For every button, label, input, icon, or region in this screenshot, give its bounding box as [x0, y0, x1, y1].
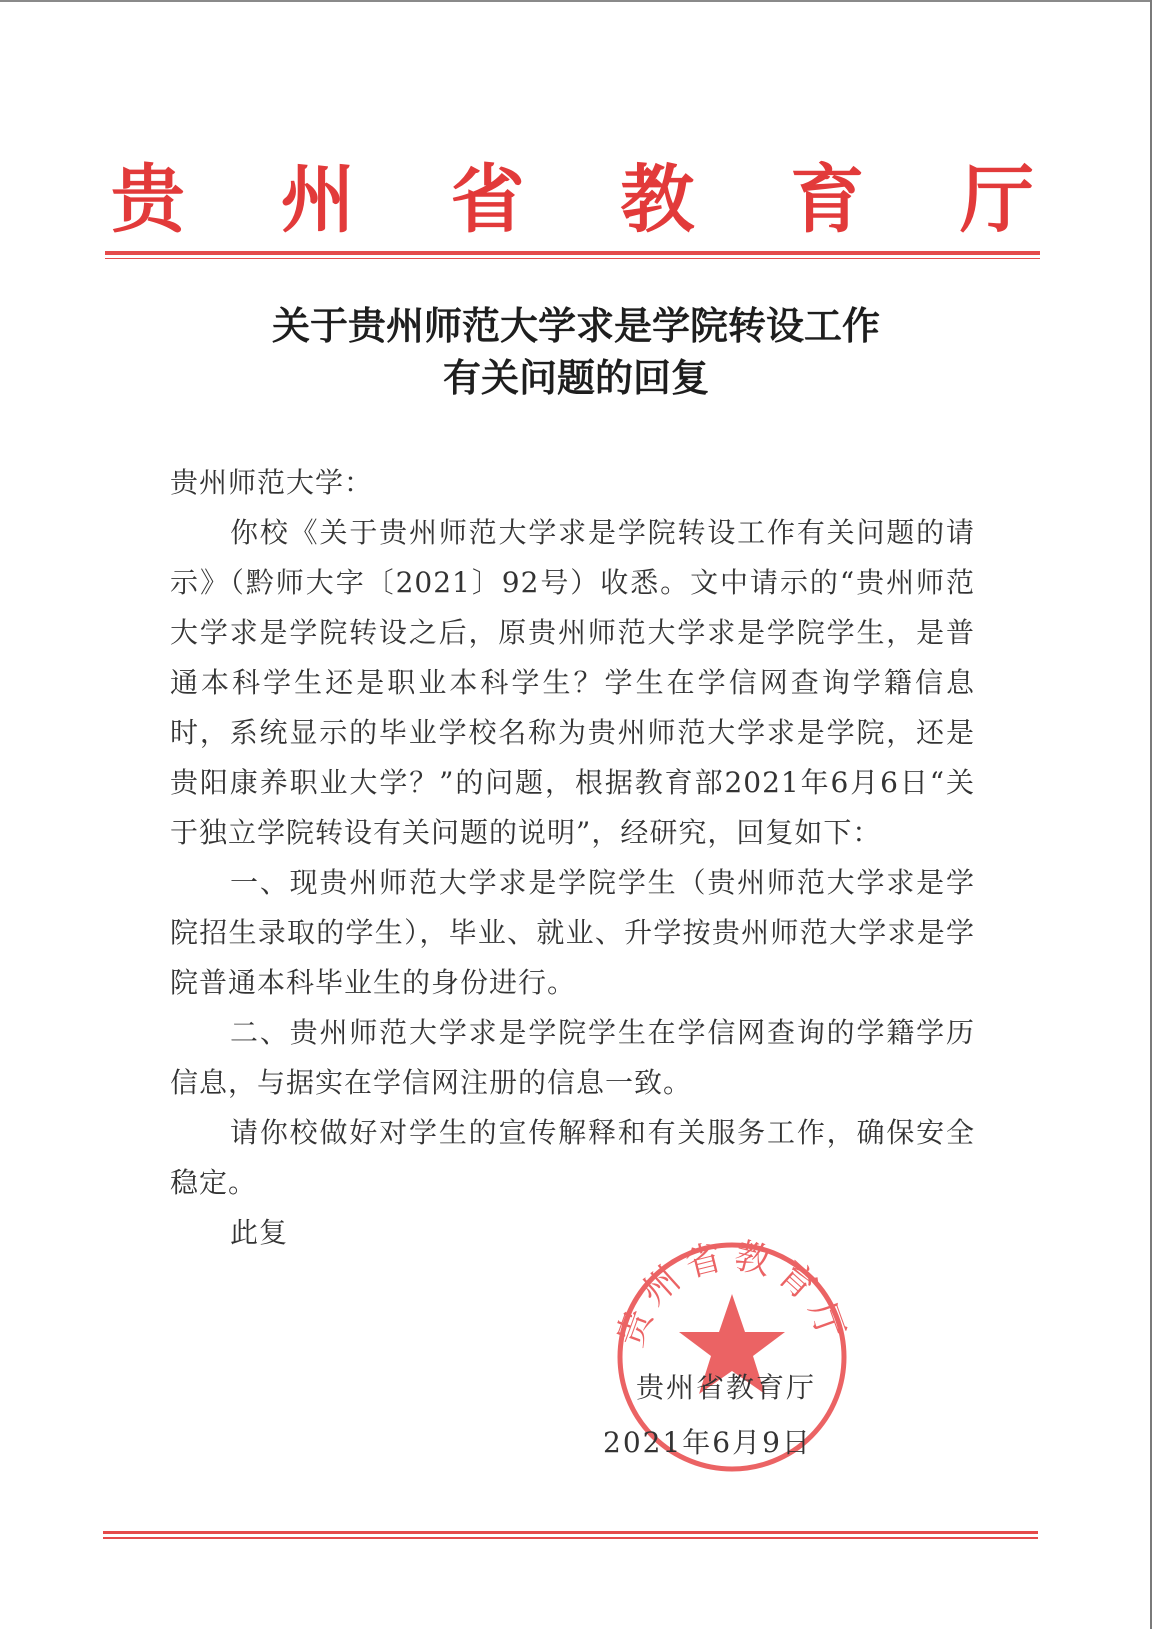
- document-body: [170, 458, 975, 1258]
- footer-rule-thick: [103, 1531, 1038, 1534]
- letterhead-char: 厅: [959, 157, 1034, 243]
- letterhead-rule-thick: [105, 251, 1040, 255]
- paragraph-point-1: 一、现贵州师范大学求是学院学生（贵州师范大学求是学院招生录取的学生），毕业、就业、升学按贵州师范大学求是学院普通本科毕业生的身份进行。: [170, 866, 975, 999]
- salutation: 贵州师范大学：: [170, 466, 374, 499]
- letterhead-char: 育: [790, 157, 865, 243]
- paragraph-point-2: 二、贵州师范大学求是学院学生在学信网查询的学籍学历信息，与据实在学信网注册的信息一致。: [170, 1016, 975, 1099]
- paragraph-closing: 请你校做好对学生的宣传解释和有关服务工作，确保安全稳定。: [170, 1116, 975, 1199]
- paragraph-request: 你校《关于贵州师范大学求是学院转设工作有关问题的请示》（黔师大字〔2021〕92号）收悉。文中请示的“贵州师范大学求是学院转设之后，原贵州师范大学求是学院学生，是普通本科学生还是职业本科学生？学生在学信网查询学籍信息时，系统显示的毕业学校名称为贵州师范大学求是学院，还是贵阳康养职业大学？”的问题，根据教育部2021年6月6日“关于独立学院转设有关问题的说明”，经研究，回复如下：: [170, 516, 975, 849]
- letterhead-char: 省: [450, 157, 525, 243]
- letterhead: [105, 150, 1040, 250]
- signature-organization: 贵州省教育厅: [636, 1371, 817, 1404]
- paragraph-sign-off: 此复: [230, 1216, 289, 1249]
- letterhead-char: 贵: [111, 157, 185, 243]
- footer-rule-thin: [103, 1537, 1038, 1539]
- letterhead-char: 教: [620, 157, 695, 243]
- letterhead-rule-thin: [105, 258, 1040, 259]
- document-title: [0, 300, 1152, 404]
- scan-edge-top: [0, 0, 1152, 2]
- letterhead-char: 州: [280, 157, 355, 243]
- title-line-1: 关于贵州师范大学求是学院转设工作: [271, 303, 880, 348]
- signature-date: 2021年6月9日: [603, 1426, 812, 1459]
- title-line-2: 有关问题的回复: [442, 355, 709, 400]
- svg-text:贵州省教育厅: 贵州省教育厅: [609, 1235, 855, 1353]
